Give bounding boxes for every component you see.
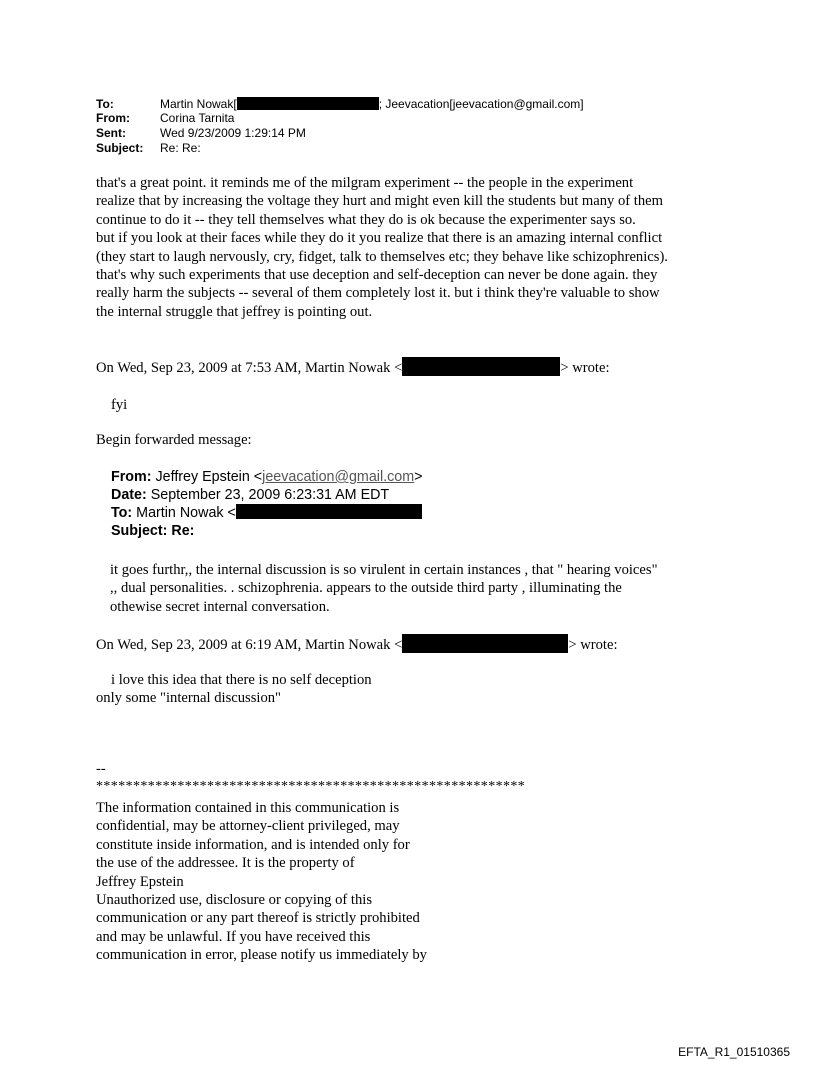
message-line: (they start to laugh nervously, cry, fidget, talk to themselves etc; they behave like schizophrenics). <box>96 248 668 265</box>
message-line: continue to do it -- they tell themselves what they do is ok because the experimenter says so. <box>96 211 636 228</box>
disclaimer-line: the use of the addressee. It is the property of <box>96 855 355 872</box>
fyi-text: fyi <box>111 397 128 413</box>
disclaimer-line: and may be unlawful. If you have received this <box>96 928 371 945</box>
fwd-subject-label: Subject: Re: <box>111 523 195 539</box>
fwd-from-close: > <box>414 469 423 485</box>
message-body <box>96 174 736 321</box>
forwarded-line: it goes furthr,, the internal discussion is so virulent in certain instances , that " hearing voices" <box>110 562 658 578</box>
fwd-to-value: Martin Nowak < <box>136 505 236 521</box>
message-line: that's why such experiments that use deception and self-deception can never be done again. they <box>96 267 658 284</box>
fwd-to <box>111 504 422 522</box>
document-id: EFTA_R1_01510365 <box>678 1045 790 1059</box>
fwd-to-label: To: <box>111 505 133 521</box>
forwarded-line: othewise secret internal conversation. <box>110 598 330 615</box>
redaction-bar <box>236 504 422 519</box>
disclaimer-line: The information contained in this communication is <box>96 800 400 816</box>
quote2-line1: i love this idea that there is no self deception <box>111 672 372 688</box>
fwd-subject <box>111 522 194 540</box>
message-line: the internal struggle that jeffrey is pointing out. <box>96 303 373 320</box>
forwarded-body <box>110 561 750 616</box>
fwd-date-label: Date: <box>111 487 147 503</box>
begin-forwarded: Begin forwarded message: <box>96 432 252 448</box>
fwd-from-label: From: <box>111 469 152 485</box>
quote1-prefix: On Wed, Sep 23, 2009 at 7:53 AM, Martin Nowak < <box>96 360 403 376</box>
email-link[interactable]: jeevacation@gmail.com <box>262 469 415 485</box>
to-name: Martin Nowak[ <box>160 97 237 111</box>
disclaimer-line: Unauthorized use, disclosure or copying of this <box>96 892 373 909</box>
fwd-date <box>111 486 389 504</box>
forwarded-line: ,, dual personalities. . schizophrenia. appears to the outside third party , illuminating the <box>110 580 622 597</box>
disclaimer-line: constitute inside information, and is intended only for <box>96 836 410 853</box>
to-rest: ; Jeevacation[jeevacation@gmail.com] <box>378 97 584 111</box>
signature-dashes: -- <box>96 761 106 777</box>
quote2-prefix: On Wed, Sep 23, 2009 at 6:19 AM, Martin Nowak < <box>96 637 403 653</box>
quote2-attribution <box>96 634 618 654</box>
signature-stars: ********************************************************** <box>96 779 526 794</box>
redaction-bar <box>402 634 568 653</box>
disclaimer <box>96 799 736 965</box>
fwd-from-name: Jeffrey Epstein < <box>155 469 263 485</box>
sent-label: Sent: <box>96 126 126 140</box>
sent-value: Wed 9/23/2009 1:29:14 PM <box>160 126 306 140</box>
fwd-from <box>111 468 423 486</box>
fwd-date-value: September 23, 2009 6:23:31 AM EDT <box>150 487 390 503</box>
to-value <box>160 97 584 111</box>
quote2-suffix: > wrote: <box>568 637 618 653</box>
from-value: Corina Tarnita <box>160 111 235 125</box>
quote1-attribution <box>96 357 610 377</box>
disclaimer-line: Jeffrey Epstein <box>96 873 184 890</box>
message-line: but if you look at their faces while they do it you realize that there is an amazing internal conflict <box>96 230 663 247</box>
message-line: really harm the subjects -- several of them completely lost it. but i think they're valuable to show <box>96 285 660 302</box>
quote2-line2: only some "internal discussion" <box>96 690 281 706</box>
subject-value: Re: Re: <box>160 141 201 155</box>
from-label: From: <box>96 111 130 125</box>
message-line: that's a great point. it reminds me of the milgram experiment -- the people in the experiment <box>96 175 634 191</box>
redaction-bar <box>402 357 560 376</box>
disclaimer-line: confidential, may be attorney-client privileged, may <box>96 818 400 835</box>
to-label: To: <box>96 97 114 111</box>
message-line: realize that by increasing the voltage they hurt and might even kill the students but many of them <box>96 193 663 210</box>
redaction-bar <box>237 97 379 110</box>
subject-label: Subject: <box>96 141 144 155</box>
disclaimer-line: communication in error, please notify us immediately by <box>96 947 427 964</box>
quote1-suffix: > wrote: <box>560 360 610 376</box>
disclaimer-line: communication or any part thereof is strictly prohibited <box>96 910 420 927</box>
